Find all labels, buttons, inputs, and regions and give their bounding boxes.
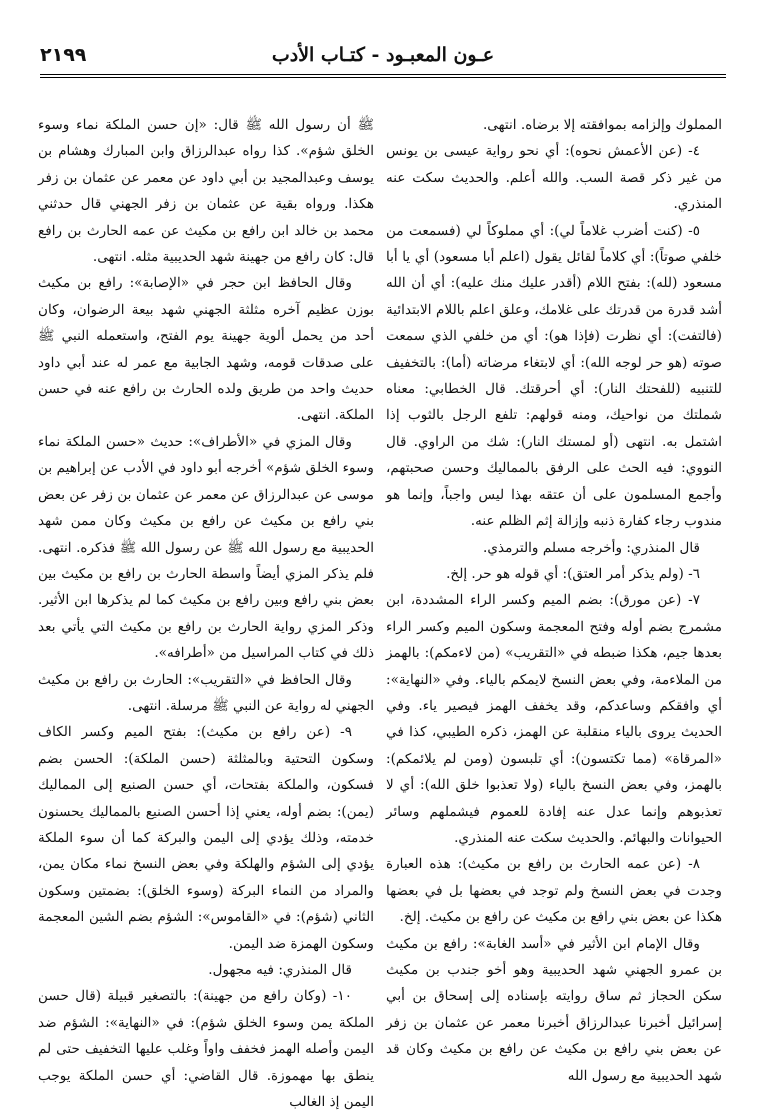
paragraph: وقال الإمام ابن الأثير في «أسد الغابة»: رافع بن مكيث بن عمرو الجهني شهد الحديبية وهو أخو جندب بن مكيث سكن الحجاز ثم ساق روايته بإسناده إلى إسحاق بن أبي إسرائيل أخبرنا عبدالرزاق أخبرنا معمر عن عثمان بن زفر عن بعض بني رافع بن مكيث عن رافع بن مكيث وكان قد شهد الحديبية مع رسول الله [386, 935, 722, 1084]
page-header [40, 40, 726, 70]
paragraph: ٥- (كنت أضرب غلاماً لي): أي مملوكاً لي (فسمعت من خلفي صوتاً): أي كلاماً لقائل يقول (اعلم أبا مسعود) أي يا أبا مسعود (لله): بفتح اللام (أقدر عليك منك عليه): أي أن الله أشد قدرة من قدرتك على غلامك، وعلق اعلم باللام الابتدائية (فالتفت): أي نظرت (فإذا هو): أي من خلفي الذي سمعت صوته (هو حر لوجه الله): أي لابتغاء مرضاته (أما): بالتخفيف للتنبيه (للفحتك النار): أي أحرقتك. قال الخطابي: معناه شملتك من نواحيك، ومنه قولهم: تلفع الرجل بالثوب إذا اشتمل به. انتهى (أو لمستك النار): شك من الراوي. قال النووي: فيه الحث على الرفق بالمماليك وحسن صحبتهم، وأجمع المسلمون على أن عتقه بهذا ليس واجباً، وإنما هو مندوب رجاء كفارة ذنبه وإزالة إثم الظلم عنه. [386, 222, 722, 530]
paragraph: ٦- (ولم يذكر أمر العتق): أي قوله هو حر. إلخ. [446, 565, 700, 582]
paragraph: ٧- (عن مورق): بضم الميم وكسر الراء المشددة، ابن مشمرج بضم أوله وفتح المعجمة وسكون الميم وكسر الراء بعدها جيم، هكذا ضبطه في «التقريب» (من لاءمكم): بالهمز من الملاءمة، وفي بعض النسخ لايمكم بالياء. وفي «النهاية»: أي وافقكم وساعدكم، وقد يخفف الهمز فيصير ياء. وفي الحديث يروى بالياء منقلبة عن الهمز، ذكره الطيبي، كذا في «المرقاة» (مما تكتسون): أي تلبسون (ومن لم يلائمكم): بالهمز، وفي بعض النسخ بالياء (ولا تعذبوا خلق الله): أي لا تعذبوهم وإنما عدل عنه إفادة للعموم فيشملهم وسائر الحيوانات والبهائم. والحديث سكت عنه المنذري. [386, 592, 722, 846]
paragraph: ١٠- (وكان رافع من جهينة): بالتصغير قبيلة (قال حسن الملكة يمن وسوء الخلق شؤم): في «النهاية»: الشؤم ضد اليمن وأصله الهمز فخفف واواً وغلب عليها التخفيف حتى لم ينطق بها مهموزة. قال القاضي: أي حسن الملكة يوجب اليمن إذ الغالب [38, 988, 374, 1111]
running-title: عـون المعبـود - كتـاب الأدب [271, 44, 495, 66]
left-column [38, 112, 375, 1111]
page-number: ٢١٩٩ [40, 44, 87, 66]
paragraph: وقال الحافظ ابن حجر في «الإصابة»: رافع بن مكيث بوزن عظيم آخره مثلثة الجهني شهد بيعة الرضوان، وكان أحد من يحمل ألوية جهينة يوم الفتح، واستعمله النبي ﷺ على صدقات قومه، وشهد الجابية مع عمر له عند أبي داود حديث واحد من طريق ولده الحارث بن رافع عنه في حسن الملكة. انتهى. [38, 275, 374, 424]
header-rule [40, 74, 726, 78]
paragraph: وقال الحافظ في «التقريب»: الحارث بن رافع بن مكيث الجهني له رواية عن النبي ﷺ مرسلة. انتهى. [38, 671, 374, 714]
paragraph: قال المنذري: وأخرجه مسلم والترمذي. [483, 539, 700, 556]
paragraph: ٨- (عن عمه الحارث بن رافع بن مكيث): هذه العبارة وجدت في بعض النسخ ولم توجد في بعضها بل في بعضها هكذا عن بعض بني رافع بن مكيث عن رافع بن مكيث. إلخ. [386, 856, 722, 926]
paragraph: قال المنذري: فيه مجهول. [208, 962, 352, 978]
paragraph: وقال المزي في «الأطراف»: حديث «حسن الملكة نماء وسوء الخلق شؤم» أخرجه أبو داود في الأدب عن إبراهيم بن موسى عن عبدالرزاق عن معمر عن عثمان بن زفر عن بعض بني رافع بن مكيث عن رافع بن مكيث وكان ممن شهد الحديبية مع رسول الله ﷺ عن رسول الله ﷺ فذكره. انتهى. فلم يذكر المزي أيضاً واسطة الحارث بن رافع بن مكيث بين بعض بني رافع وبين رافع بن مكيث كما لم يذكرها ابن الأثير. وذكر المزي رواية الحارث بن رافع بن مكيث التي يأتي بعد ذلك في كتاب المراسيل من «أطرافه». [38, 433, 375, 662]
paragraph: المملوك وإلزامه بموافقته إلا برضاه. انتهى. [482, 117, 722, 133]
paragraph: ﷺ أن رسول الله ﷺ قال: «إن حسن الملكة نماء وسوء الخلق شؤم». كذا رواه عبدالرزاق وابن المبارك وهشام بن يوسف وعبدالمجيد بن أبي داود عن معمر عن عثمان بن زفر هكذا. ورواه بقية عن عثمان بن زفر الجهني قال حدثني محمد بن خالد ابن رافع بن مكيث عن عمه الحارث بن رافع قال: كان رافع من جهينة شهد الحديبية مثله. انتهى. [38, 117, 374, 266]
paragraph: ٩- (عن رافع بن مكيث): بفتح الميم وكسر الكاف وسكون التحتية وبالمثلثة (حسن الملكة): الحسن بضم فسكون، والملكة بفتحات، أي حسن الصنيع إلى المماليك (يمن): بضم أوله، يعني إذا أحسن الصنيع بالمماليك يحسنون خدمته، وذلك يؤدي إلى اليمن والبركة كما أن سوء الملكة يؤدي إلى الشؤم والهلكة وفي بعض النسخ نماء مكان يمن، والمراد من النماء البركة (وسوء الخلق): بضمتين وسكون الثاني (شؤم): في «القاموس»: الشؤم بضم الشين المعجمة وسكون الهمزة ضد اليمن. [38, 724, 374, 952]
right-column [386, 112, 722, 1084]
paragraph: ٤- (عن الأعمش نحوه): أي نحو رواية عيسى بن يونس من غير ذكر قصة السب. والله أعلم. والحديث سكت عنه المنذري. [386, 143, 722, 213]
